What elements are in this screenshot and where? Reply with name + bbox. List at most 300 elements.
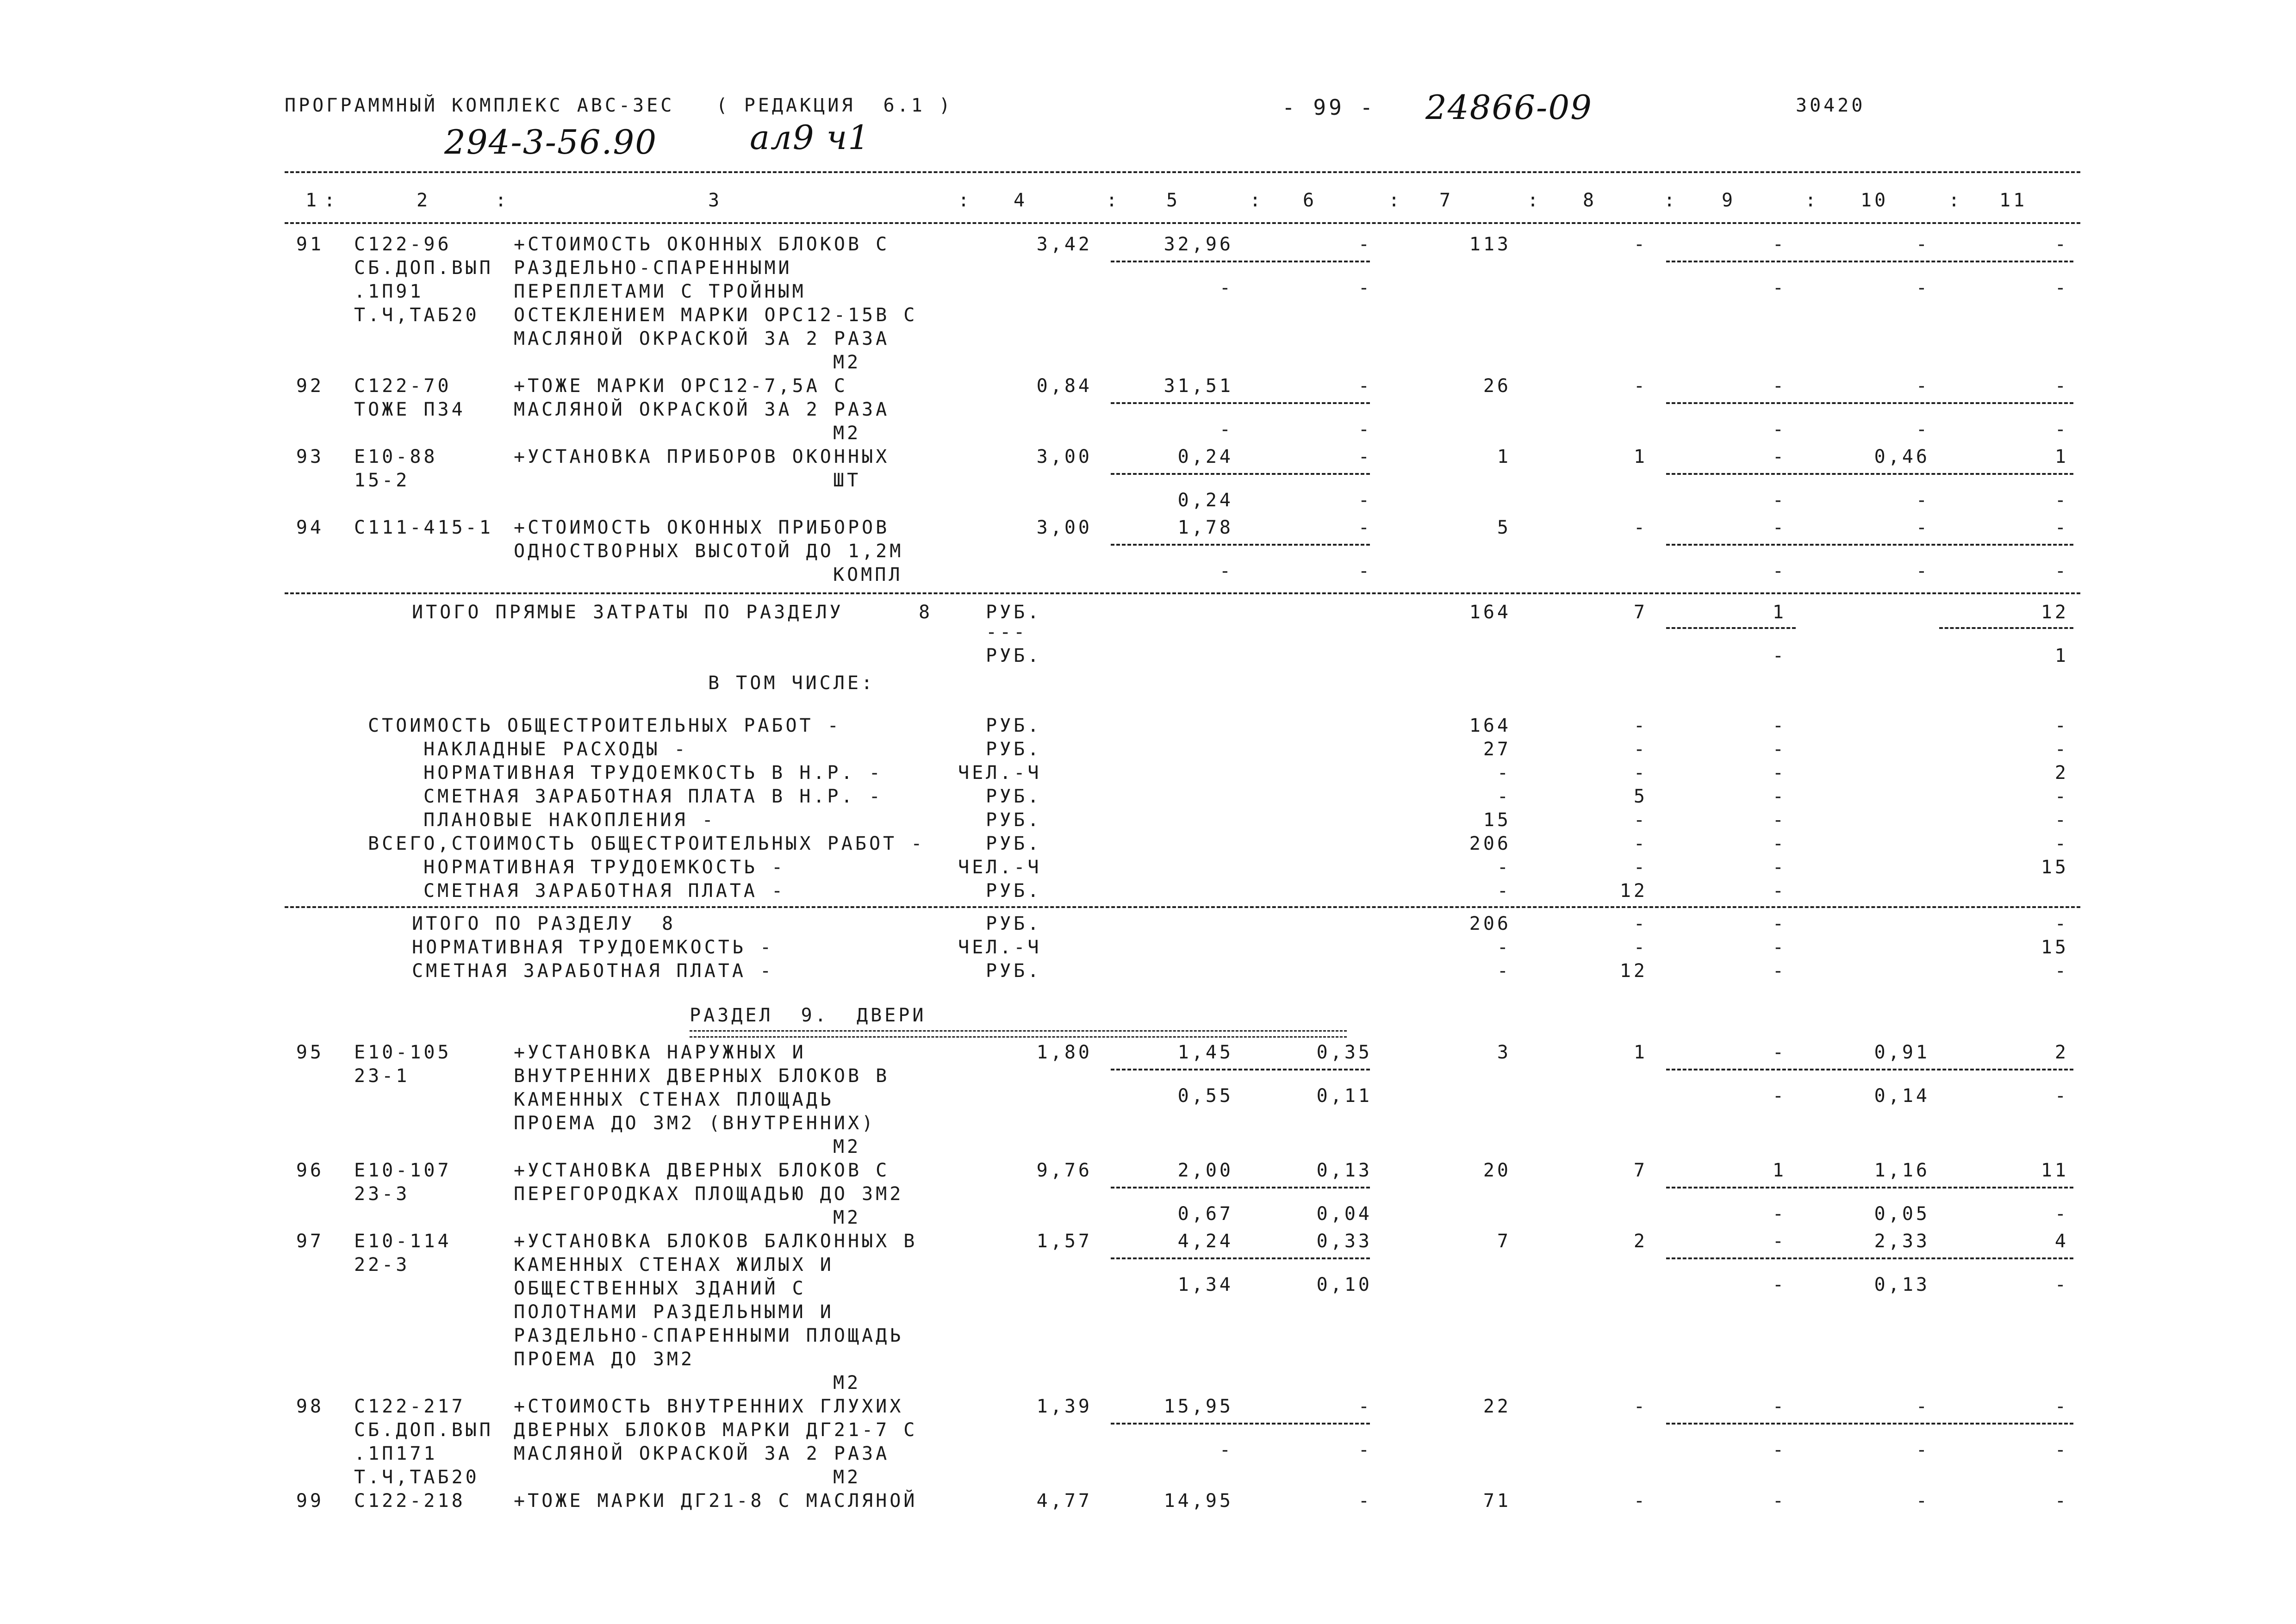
row-number: 99 (296, 1490, 324, 1512)
section-title-underline (690, 1030, 1347, 1038)
summary-c8: - (1633, 715, 1648, 736)
total-b11: 1 (2054, 645, 2069, 666)
norm-code: СБ.ДОП.ВЫП (354, 257, 493, 279)
table-top-rule (285, 171, 2080, 173)
value-c7: 3 (1497, 1042, 1511, 1063)
value-c4: 1,39 (1036, 1396, 1092, 1417)
value-c9: - (1772, 446, 1786, 467)
work-description: +СТОИМОСТЬ ОКОННЫХ ПРИБОРОВ (514, 517, 890, 538)
subtotal-rule (1666, 473, 2073, 475)
work-description: МАСЛЯНОЙ ОКРАСКОЙ ЗА 2 РАЗА (514, 399, 890, 420)
value-c5: 31,51 (1164, 375, 1233, 397)
section-total-unit: ЧЕЛ.-Ч (958, 937, 1042, 958)
work-description: КАМЕННЫХ СТЕНАХ ПЛОЩАДЬ (514, 1089, 834, 1110)
value-c4: 9,76 (1036, 1160, 1092, 1181)
secondary-b9: - (1772, 277, 1786, 299)
value-c5: 32,96 (1164, 234, 1233, 255)
section-total-label: НОРМАТИВНАЯ ТРУДОЕМКОСТЬ - (412, 937, 774, 958)
norm-code: С122-217 (354, 1396, 466, 1417)
value-c4: 3,00 (1036, 446, 1092, 467)
row-number: 97 (296, 1231, 324, 1252)
summary-c11: - (2054, 786, 2069, 807)
secondary-b11: - (2054, 490, 2069, 511)
summary-c11: - (2054, 833, 2069, 854)
secondary-b5: - (1219, 1439, 1233, 1461)
section-title: РАЗДЕЛ 9. ДВЕРИ (690, 1005, 927, 1026)
work-description: ПЕРЕГОРОДКАХ ПЛОЩАДЬЮ ДО 3М2 (514, 1183, 904, 1205)
secondary-b6: - (1358, 419, 1372, 440)
value-c5: 14,95 (1164, 1490, 1233, 1512)
subtotal-rule (1666, 1257, 2073, 1259)
summary-c8: - (1633, 739, 1648, 760)
summary-c9: - (1772, 715, 1786, 736)
summary-unit: РУБ. (986, 809, 1042, 831)
value-c9: - (1772, 517, 1786, 538)
subtotal-rule (1111, 402, 1370, 404)
work-description: +УСТАНОВКА ПРИБОРОВ ОКОННЫХ (514, 446, 890, 467)
summary-c8: 5 (1633, 786, 1648, 807)
value-c6: 0,33 (1316, 1231, 1372, 1252)
summary-c11: - (2054, 809, 2069, 831)
value-c11: - (2054, 375, 2069, 397)
summary-unit: РУБ. (986, 880, 1042, 902)
value-c9: - (1772, 234, 1786, 255)
secondary-b10: 0,14 (1874, 1085, 1930, 1107)
section-rule (285, 592, 2080, 594)
unit: РУБ. (986, 645, 1042, 666)
work-description: ПРОЕМА ДО 3М2 (ВНУТРЕННИХ) (514, 1113, 876, 1134)
summary-c7: 206 (1469, 833, 1511, 854)
work-description: +ТОЖЕ МАРКИ ОРС12-7,5А С (514, 375, 848, 397)
summary-label: НАКЛАДНЫЕ РАСХОДЫ - (423, 739, 688, 760)
column-header-8: 8 (1583, 190, 1597, 211)
value-c8: - (1633, 1396, 1648, 1417)
row-number: 95 (296, 1042, 324, 1063)
summary-c7: - (1497, 857, 1511, 878)
column-separator: : (1948, 190, 1963, 211)
value-c10: - (1916, 375, 1930, 397)
value-c8: 7 (1633, 1160, 1648, 1181)
norm-code: 15-2 (354, 470, 410, 491)
album-number: ал9 ч1 (750, 118, 871, 157)
work-description: ОДНОСТВОРНЫХ ВЫСОТОЙ ДО 1,2М (514, 541, 904, 562)
secondary-b10: - (1916, 560, 1930, 582)
section-total-c7: - (1497, 937, 1511, 958)
value-c4: 1,57 (1036, 1231, 1092, 1252)
value-c8: 1 (1633, 446, 1648, 467)
secondary-b9: - (1772, 560, 1786, 582)
summary-c8: - (1633, 833, 1648, 854)
secondary-b6: - (1358, 277, 1372, 299)
value-c9: - (1772, 1396, 1786, 1417)
work-description: РАЗДЕЛЬНО-СПАРЕННЫМИ (514, 257, 792, 279)
norm-code: С122-96 (354, 234, 452, 255)
value-c10: 0,91 (1874, 1042, 1930, 1063)
value-c9: 1 (1772, 1160, 1786, 1181)
summary-label: ВСЕГО,СТОИМОСТЬ ОБЩЕСТРОИТЕЛЬНЫХ РАБОТ - (368, 833, 925, 854)
norm-code: .1П171 (354, 1443, 438, 1464)
secondary-b11: - (2054, 277, 2069, 299)
column-header-7: 7 (1439, 190, 1454, 211)
value-c7: 1 (1497, 446, 1511, 467)
column-header-1: 1 (305, 190, 320, 211)
value-c4: 3,00 (1036, 517, 1092, 538)
row-number: 98 (296, 1396, 324, 1417)
secondary-b10: - (1916, 419, 1930, 440)
norm-code: 23-1 (354, 1065, 410, 1087)
subtotal-rule (1939, 627, 2073, 629)
secondary-b5: 0,67 (1177, 1203, 1233, 1225)
summary-unit: РУБ. (986, 715, 1042, 736)
secondary-b10: 0,13 (1874, 1274, 1930, 1295)
unit-of-measure: М2 (833, 1207, 861, 1228)
work-description: ОСТЕКЛЕНИЕМ МАРКИ ОРС12-15В С (514, 305, 918, 326)
value-c8: - (1633, 517, 1648, 538)
summary-c7: 164 (1469, 715, 1511, 736)
row-number: 92 (296, 375, 324, 397)
value-c9: - (1772, 1231, 1786, 1252)
secondary-b6: - (1358, 1439, 1372, 1461)
column-separator: : (1250, 190, 1264, 211)
summary-c11: 15 (2041, 857, 2069, 878)
norm-code: С111-415-1 (354, 517, 493, 538)
section-total-c9: - (1772, 913, 1786, 934)
value-c10: - (1916, 517, 1930, 538)
norm-code: Е10-107 (354, 1160, 452, 1181)
work-description: ПОЛОТНАМИ РАЗДЕЛЬНЫМИ И (514, 1301, 834, 1323)
summary-c11: - (2054, 715, 2069, 736)
value-c5: 0,24 (1177, 446, 1233, 467)
total-c7: 164 (1469, 602, 1511, 623)
summary-c9: - (1772, 880, 1786, 902)
norm-code: Т.Ч,ТАБ20 (354, 1467, 479, 1488)
value-c11: - (2054, 517, 2069, 538)
section-total-c7: - (1497, 960, 1511, 982)
summary-unit: ЧЕЛ.-Ч (958, 857, 1042, 878)
value-c6: 0,35 (1316, 1042, 1372, 1063)
unit-dash: --- (986, 622, 1028, 643)
secondary-b9: - (1772, 1203, 1786, 1225)
value-c7: 26 (1483, 375, 1511, 397)
value-c10: 2,33 (1874, 1231, 1930, 1252)
summary-label: СТОИМОСТЬ ОБЩЕСТРОИТЕЛЬНЫХ РАБОТ - (368, 715, 841, 736)
work-description: +УСТАНОВКА БЛОКОВ БАЛКОННЫХ В (514, 1231, 918, 1252)
summary-unit: РУБ. (986, 739, 1042, 760)
summary-label: НОРМАТИВНАЯ ТРУДОЕМКОСТЬ - (423, 857, 786, 878)
section-total-label: ИТОГО ПО РАЗДЕЛУ (412, 913, 635, 934)
secondary-b10: - (1916, 277, 1930, 299)
summary-label: НОРМАТИВНАЯ ТРУДОЕМКОСТЬ В Н.Р. - (423, 762, 883, 784)
value-c11: 1 (2054, 446, 2069, 467)
subtotal-rule (1666, 1187, 2073, 1188)
value-c9: - (1772, 1042, 1786, 1063)
section-total-unit: РУБ. (986, 960, 1042, 982)
value-c6: - (1358, 375, 1372, 397)
section-total-c9: - (1772, 960, 1786, 982)
document-code: 30420 (1796, 95, 1866, 116)
column-header-4: 4 (1014, 190, 1028, 211)
norm-code: 23-3 (354, 1183, 410, 1205)
secondary-b11: - (2054, 1439, 2069, 1461)
norm-code: С122-70 (354, 375, 452, 397)
including-label: В ТОМ ЧИСЛЕ: (708, 672, 875, 694)
column-header-3: 3 (708, 190, 722, 211)
value-c6: 0,13 (1316, 1160, 1372, 1181)
subtotal-rule (1666, 1423, 2073, 1425)
secondary-b9: - (1772, 1085, 1786, 1107)
work-description: ПЕРЕПЛЕТАМИ С ТРОЙНЫМ (514, 281, 806, 302)
summary-c9: - (1772, 786, 1786, 807)
summary-c7: - (1497, 762, 1511, 784)
row-number: 91 (296, 234, 324, 255)
section-rule (285, 906, 2080, 908)
secondary-b9: - (1772, 1439, 1786, 1461)
value-c5: 1,45 (1177, 1042, 1233, 1063)
work-description: МАСЛЯНОЙ ОКРАСКОЙ ЗА 2 РАЗА (514, 328, 890, 349)
value-c5: 15,95 (1164, 1396, 1233, 1417)
summary-c8: - (1633, 857, 1648, 878)
summary-c9: - (1772, 739, 1786, 760)
row-number: 96 (296, 1160, 324, 1181)
norm-code: СБ.ДОП.ВЫП (354, 1419, 493, 1441)
unit-of-measure: М2 (833, 423, 861, 444)
summary-c11: 2 (2054, 762, 2069, 784)
column-header-10: 10 (1860, 190, 1889, 211)
column-header-2: 2 (417, 190, 431, 211)
value-c8: - (1633, 375, 1648, 397)
unit-of-measure: М2 (833, 1467, 861, 1488)
value-c11: 2 (2054, 1042, 2069, 1063)
subtotal-rule (1666, 402, 2073, 404)
summary-c9: - (1772, 857, 1786, 878)
column-header-5: 5 (1166, 190, 1181, 211)
summary-unit: ЧЕЛ.-Ч (958, 762, 1042, 784)
summary-c7: - (1497, 786, 1511, 807)
column-separator: : (495, 190, 510, 211)
program-title: ПРОГРАММНЫЙ КОМПЛЕКС АВС-3ЕС ( РЕДАКЦИЯ 6.1 ) (285, 95, 953, 116)
column-separator: : (1805, 190, 1819, 211)
summary-unit: РУБ. (986, 833, 1042, 854)
value-c11: 4 (2054, 1231, 2069, 1252)
summary-label: СМЕТНАЯ ЗАРАБОТНАЯ ПЛАТА - (423, 880, 786, 902)
value-c8: 2 (1633, 1231, 1648, 1252)
section-total-c8: 12 (1619, 960, 1648, 982)
work-description: +УСТАНОВКА НАРУЖНЫХ И (514, 1042, 806, 1063)
value-c8: - (1633, 1490, 1648, 1512)
section-total-c11: - (2054, 913, 2069, 934)
summary-c7: 27 (1483, 739, 1511, 760)
norm-code: Е10-105 (354, 1042, 452, 1063)
norm-code: Т.Ч,ТАБ20 (354, 305, 479, 326)
summary-label: ПЛАНОВЫЕ НАКОПЛЕНИЯ - (423, 809, 716, 831)
document-number: 24866-09 (1425, 88, 1593, 127)
value-c7: 113 (1469, 234, 1511, 255)
subtotal-rule (1111, 1423, 1370, 1425)
summary-unit: РУБ. (986, 786, 1042, 807)
value-c8: 1 (1633, 1042, 1648, 1063)
value-c4: 3,42 (1036, 234, 1092, 255)
value-c9: - (1772, 1490, 1786, 1512)
summary-c9: - (1772, 762, 1786, 784)
unit-of-measure: КОМПЛ (833, 564, 903, 585)
value-c6: - (1358, 446, 1372, 467)
value-c11: - (2054, 234, 2069, 255)
work-description: +ТОЖЕ МАРКИ ДГ21-8 С МАСЛЯНОЙ (514, 1490, 918, 1512)
summary-label: СМЕТНАЯ ЗАРАБОТНАЯ ПЛАТА В Н.Р. - (423, 786, 883, 807)
unit: РУБ. (986, 602, 1042, 623)
secondary-b11: - (2054, 1274, 2069, 1295)
value-c4: 0,84 (1036, 375, 1092, 397)
page-number: - 99 - (1282, 95, 1376, 120)
secondary-b9: - (1772, 419, 1786, 440)
value-c7: 20 (1483, 1160, 1511, 1181)
value-c5: 4,24 (1177, 1231, 1233, 1252)
row-number: 94 (296, 517, 324, 538)
summary-c9: - (1772, 833, 1786, 854)
value-c7: 7 (1497, 1231, 1511, 1252)
subtotal-rule (1111, 544, 1370, 546)
row-number: 93 (296, 446, 324, 467)
norm-code: ТОЖЕ П34 (354, 399, 466, 420)
column-header-6: 6 (1303, 190, 1317, 211)
work-description: ОБЩЕСТВЕННЫХ ЗДАНИЙ С (514, 1278, 806, 1299)
summary-c7: - (1497, 880, 1511, 902)
section-total-c8: - (1633, 937, 1648, 958)
summary-c7: 15 (1483, 809, 1511, 831)
norm-code: Е10-114 (354, 1231, 452, 1252)
section-total-c11: 15 (2041, 937, 2069, 958)
secondary-b9: - (1772, 490, 1786, 511)
project-number: 294-3-56.90 (444, 123, 658, 162)
value-c6: - (1358, 517, 1372, 538)
work-description: +СТОИМОСТЬ ВНУТРЕННИХ ГЛУХИХ (514, 1396, 904, 1417)
secondary-b11: - (2054, 1203, 2069, 1225)
value-c10: - (1916, 1396, 1930, 1417)
subtotal-rule (1111, 261, 1370, 262)
subtotal-rule (1111, 1187, 1370, 1188)
column-separator: : (1527, 190, 1542, 211)
secondary-b11: - (2054, 419, 2069, 440)
summary-c8: - (1633, 809, 1648, 831)
column-separator: : (1388, 190, 1403, 211)
value-c11: - (2054, 1490, 2069, 1512)
secondary-b6: 0,11 (1316, 1085, 1372, 1107)
value-c4: 4,77 (1036, 1490, 1092, 1512)
value-c7: 22 (1483, 1396, 1511, 1417)
unit-of-measure: М2 (833, 352, 861, 373)
unit-of-measure: ШТ (833, 470, 861, 491)
value-c5: 2,00 (1177, 1160, 1233, 1181)
section-total-label: СМЕТНАЯ ЗАРАБОТНАЯ ПЛАТА - (412, 960, 774, 982)
total-c9: 1 (1772, 602, 1786, 623)
value-c8: - (1633, 234, 1648, 255)
section-total-c8: - (1633, 913, 1648, 934)
secondary-b11: - (2054, 1085, 2069, 1107)
total-direct-label: ИТОГО ПРЯМЫЕ ЗАТРАТЫ ПО РАЗДЕЛУ (412, 602, 844, 623)
section-number: 8 (662, 913, 676, 934)
norm-code: 22-3 (354, 1254, 410, 1276)
work-description: РАЗДЕЛЬНО-СПАРЕННЫМИ ПЛОЩАДЬ (514, 1325, 904, 1346)
secondary-b5: - (1219, 560, 1233, 582)
column-separator: : (1106, 190, 1120, 211)
subtotal-rule (1666, 627, 1796, 629)
column-separator: : (1664, 190, 1678, 211)
value-c10: - (1916, 1490, 1930, 1512)
secondary-b6: - (1358, 490, 1372, 511)
value-c9: - (1772, 375, 1786, 397)
value-c5: 1,78 (1177, 517, 1233, 538)
secondary-b10: - (1916, 490, 1930, 511)
total-b9: - (1772, 645, 1786, 666)
section-number: 8 (919, 602, 933, 623)
subtotal-rule (1666, 1069, 2073, 1070)
secondary-b5: - (1219, 419, 1233, 440)
section-total-unit: РУБ. (986, 913, 1042, 934)
total-c8: 7 (1633, 602, 1648, 623)
value-c10: 1,16 (1874, 1160, 1930, 1181)
column-header-9: 9 (1722, 190, 1736, 211)
section-total-c7: 206 (1469, 913, 1511, 934)
subtotal-rule (1666, 261, 2073, 262)
secondary-b6: 0,04 (1316, 1203, 1372, 1225)
column-separator: : (324, 190, 338, 211)
norm-code: Е10-88 (354, 446, 438, 467)
secondary-b5: 1,34 (1177, 1274, 1233, 1295)
column-header-11: 11 (1999, 190, 2028, 211)
work-description: МАСЛЯНОЙ ОКРАСКОЙ ЗА 2 РАЗА (514, 1443, 890, 1464)
value-c6: - (1358, 1396, 1372, 1417)
summary-c9: - (1772, 809, 1786, 831)
value-c10: - (1916, 234, 1930, 255)
work-description: +УСТАНОВКА ДВЕРНЫХ БЛОКОВ С (514, 1160, 890, 1181)
subtotal-rule (1111, 1069, 1370, 1070)
subtotal-rule (1111, 473, 1370, 475)
norm-code: С122-218 (354, 1490, 466, 1512)
column-separator: : (958, 190, 972, 211)
value-c7: 5 (1497, 517, 1511, 538)
unit-of-measure: М2 (833, 1136, 861, 1157)
work-description: ДВЕРНЫХ БЛОКОВ МАРКИ ДГ21-7 С (514, 1419, 918, 1441)
total-c11: 12 (2041, 602, 2069, 623)
work-description: КАМЕННЫХ СТЕНАХ ЖИЛЫХ И (514, 1254, 834, 1276)
unit-of-measure: М2 (833, 1372, 861, 1394)
value-c6: - (1358, 1490, 1372, 1512)
value-c6: - (1358, 234, 1372, 255)
value-c7: 71 (1483, 1490, 1511, 1512)
summary-c8: - (1633, 762, 1648, 784)
work-description: ВНУТРЕННИХ ДВЕРНЫХ БЛОКОВ В (514, 1065, 890, 1087)
value-c11: - (2054, 1396, 2069, 1417)
summary-c11: - (2054, 739, 2069, 760)
subtotal-rule (1666, 544, 2073, 546)
summary-c8: 12 (1619, 880, 1648, 902)
secondary-b9: - (1772, 1274, 1786, 1295)
secondary-b10: 0,05 (1874, 1203, 1930, 1225)
section-total-c9: - (1772, 937, 1786, 958)
secondary-b5: 0,24 (1177, 490, 1233, 511)
secondary-b5: 0,55 (1177, 1085, 1233, 1107)
value-c4: 1,80 (1036, 1042, 1092, 1063)
table-header-rule (285, 222, 2080, 224)
secondary-b11: - (2054, 560, 2069, 582)
secondary-b10: - (1916, 1439, 1930, 1461)
value-c10: 0,46 (1874, 446, 1930, 467)
work-description: ПРОЕМА ДО 3М2 (514, 1349, 695, 1370)
secondary-b6: - (1358, 560, 1372, 582)
section-total-c11: - (2054, 960, 2069, 982)
value-c11: 11 (2041, 1160, 2069, 1181)
subtotal-rule (1111, 1257, 1370, 1259)
